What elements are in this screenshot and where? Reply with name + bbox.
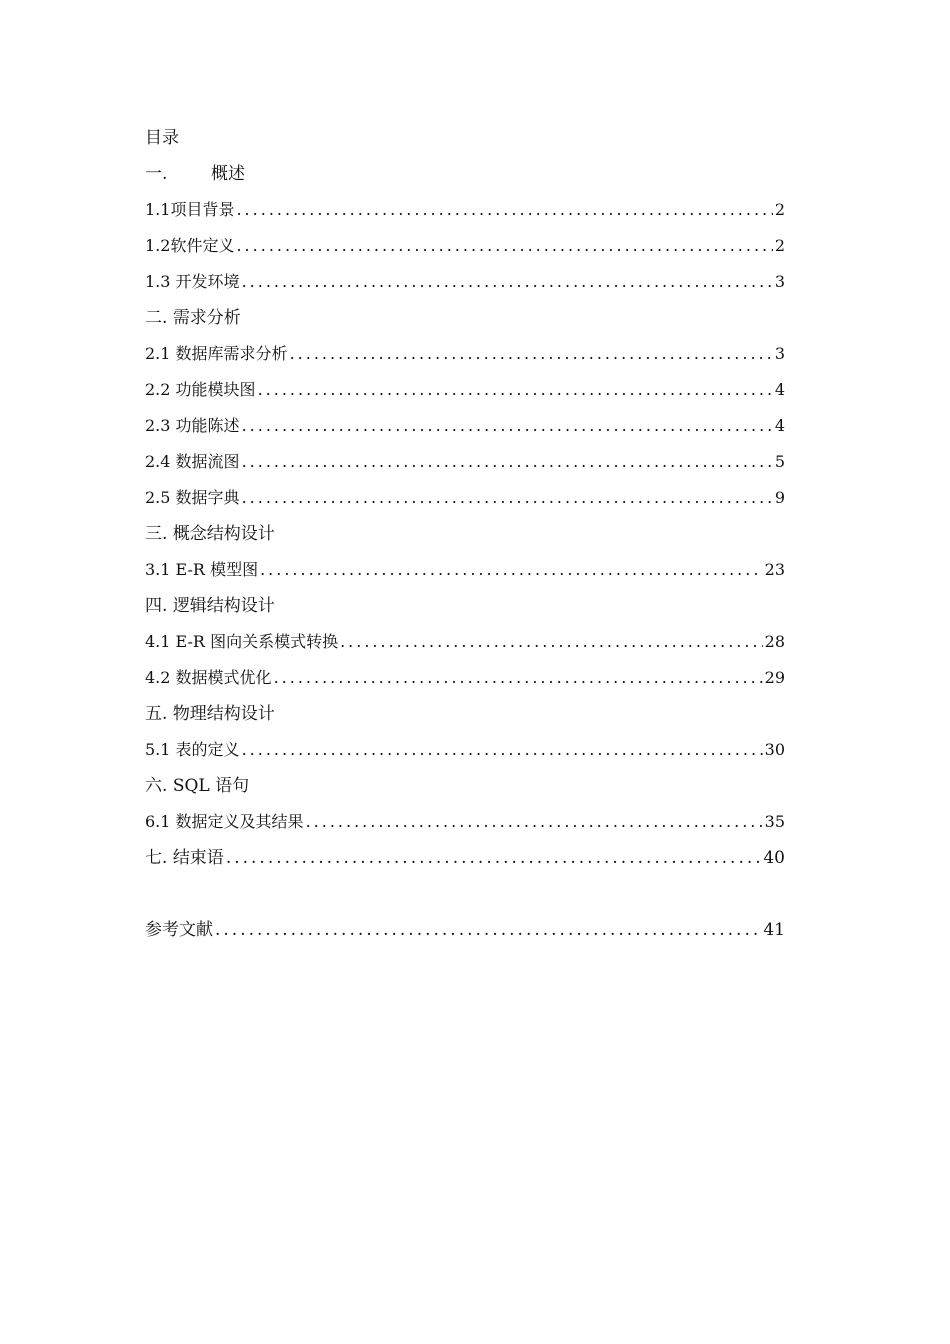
toc-entry-number: 1.3 [145, 272, 171, 291]
toc-entry-page: 2 [774, 236, 785, 255]
toc-entry [145, 192, 785, 228]
toc-entry-number: 1.2 [145, 236, 171, 255]
toc-leader-dots [242, 408, 773, 444]
toc-entry-label: 数据流图 [175, 452, 240, 471]
toc-entry [145, 804, 785, 840]
toc-leader-dots [242, 480, 773, 516]
toc-entry-number: 六. [145, 776, 168, 796]
toc-heading [145, 696, 785, 732]
toc-entry-number: 四. [145, 596, 168, 616]
toc-heading [145, 300, 785, 336]
toc-entry-label: 概述 [211, 164, 245, 184]
toc-entry-number: 五. [145, 704, 168, 724]
toc-entry-label: 功能模块图 [175, 380, 256, 399]
toc-entry [145, 912, 785, 948]
toc-entry-page: 4 [774, 416, 785, 435]
toc-entry-page: 9 [774, 488, 785, 507]
toc-entry [145, 660, 785, 696]
toc-leader-dots [242, 444, 773, 480]
toc-leader-dots [226, 840, 762, 876]
toc-entry-label: 功能陈述 [175, 416, 240, 435]
toc-leader-dots [274, 660, 763, 696]
toc-entry-page: 28 [764, 632, 785, 651]
toc-entry [145, 444, 785, 480]
toc-entry-number: 二. [145, 308, 168, 328]
toc-leader-dots [290, 336, 773, 372]
toc-entry-page: 29 [764, 668, 785, 687]
toc-entry [145, 336, 785, 372]
toc-entry-number: 6.1 [145, 812, 171, 831]
toc-entry [145, 264, 785, 300]
toc-entry-label: 结束语 [172, 848, 224, 868]
toc-entry [145, 624, 785, 660]
toc-entry-label: 表的定义 [175, 740, 240, 759]
toc-heading [145, 156, 785, 192]
toc-entry-label: E-R 模型图 [175, 560, 259, 579]
table-of-contents [145, 120, 785, 948]
toc-heading [145, 516, 785, 552]
toc-entry-page: 23 [764, 560, 785, 579]
toc-entry-number: 4.2 [145, 668, 171, 687]
toc-entry-number: 5.1 [145, 740, 171, 759]
toc-entry-page: 3 [774, 272, 785, 291]
toc-entry-number: 七. [145, 848, 168, 868]
toc-entry-label: 数据字典 [175, 488, 240, 507]
toc-entry-label: 数据库需求分析 [175, 344, 288, 363]
toc-entry-number: 2.1 [145, 344, 171, 363]
toc-title: 目录 [145, 128, 179, 148]
toc-entry-number: 一. [145, 164, 168, 184]
toc-entry-label: SQL 语句 [172, 776, 250, 796]
toc-entry-number: 2.4 [145, 452, 171, 471]
toc-entry-number: 2.3 [145, 416, 171, 435]
toc-heading [145, 768, 785, 804]
toc-entry-label: 逻辑结构设计 [172, 596, 275, 616]
toc-entry [145, 228, 785, 264]
toc-entry-label: 物理结构设计 [172, 704, 275, 724]
toc-entry-label: 数据模式优化 [175, 668, 272, 687]
toc-entry-page: 5 [774, 452, 785, 471]
toc-leader-dots [242, 732, 763, 768]
toc-entry-number: 4.1 [145, 632, 171, 651]
toc-entry-number: 2.2 [145, 380, 171, 399]
toc-entry-label: 开发环境 [175, 272, 240, 291]
toc-entry-number: 2.5 [145, 488, 171, 507]
toc-entry-page: 35 [764, 812, 785, 831]
toc-heading [145, 588, 785, 624]
toc-entry-label: 参考文献 [145, 920, 213, 940]
toc-entry [145, 552, 785, 588]
toc-entry-page: 30 [764, 740, 785, 759]
toc-entry [145, 732, 785, 768]
toc-entry-number: 三. [145, 524, 168, 544]
toc-entry-page: 3 [774, 344, 785, 363]
toc-entry-label: 概念结构设计 [172, 524, 275, 544]
toc-entry-number: 3.1 [145, 560, 171, 579]
toc-leader-dots [258, 372, 773, 408]
toc-entry [145, 840, 785, 876]
toc-leader-dots [236, 192, 772, 228]
toc-leader-dots [306, 804, 763, 840]
toc-entry [145, 408, 785, 444]
toc-entry-page: 40 [763, 848, 785, 868]
toc-entry-label: 需求分析 [172, 308, 241, 328]
toc-leader-dots [215, 912, 761, 948]
toc-leader-dots [236, 228, 772, 264]
toc-entry [145, 480, 785, 516]
toc-leader-dots [260, 552, 763, 588]
toc-entry-number: 1.1 [145, 200, 171, 219]
toc-entry-label: E-R 图向关系模式转换 [175, 632, 339, 651]
toc-leader-dots [242, 264, 773, 300]
toc-entry [145, 372, 785, 408]
toc-entry-label: 数据定义及其结果 [175, 812, 304, 831]
toc-entry-label: 项目背景 [170, 200, 235, 219]
toc-entry-page: 2 [774, 200, 785, 219]
toc-leader-dots [340, 624, 763, 660]
toc-entry-label: 软件定义 [170, 236, 235, 255]
toc-entry-page: 41 [763, 920, 785, 940]
toc-entry-page: 4 [774, 380, 785, 399]
